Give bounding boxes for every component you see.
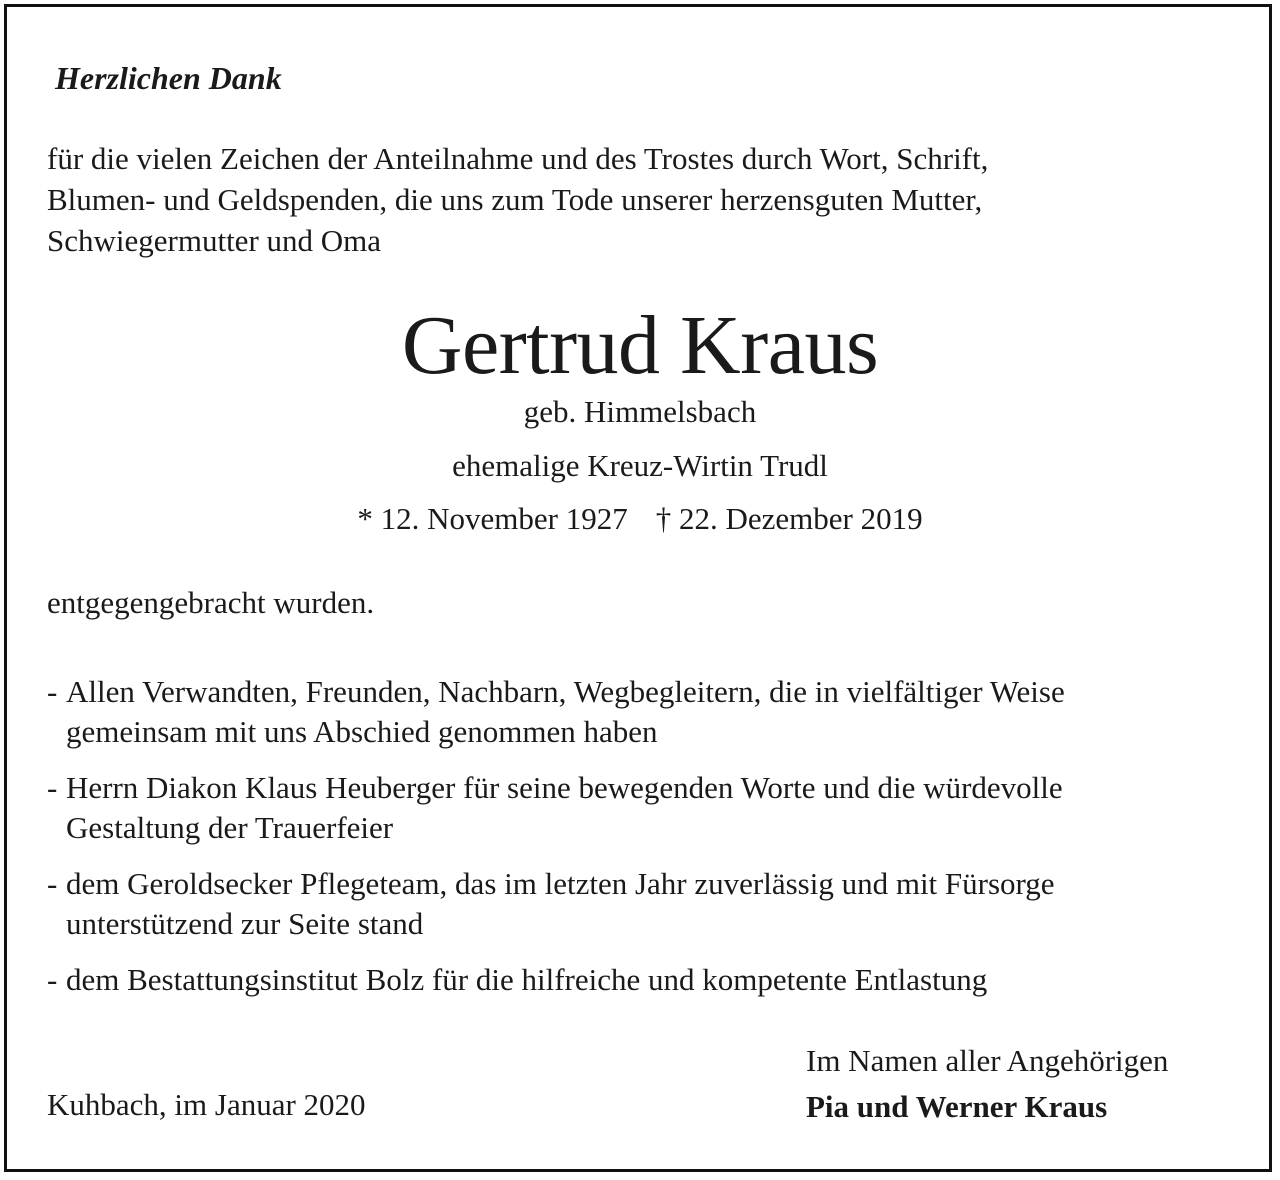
thanks-item [47,960,1065,1000]
intro-line: für die vielen Zeichen der Anteilnahme und des Trostes durch Wort, Schrift, [47,141,989,176]
thanks-item [47,864,1065,944]
list-dash: - [47,770,58,805]
closing-text: entgegengebracht wurden. [47,585,375,620]
birth-date: * 12. November 1927 [357,501,628,536]
list-dash: - [47,866,58,901]
intro-text [47,138,988,261]
notice-heading: Herzlichen Dank [55,60,282,96]
thanks-line: Herrn Diakon Klaus Heuberger für seine bewegenden Worte und die würdevolle [66,770,1063,805]
thanks-line: gemeinsam mit uns Abschied genommen haben [66,714,658,749]
intro-line: Blumen- und Geldspenden, die uns zum Tode unserer herzensguten Mutter, [47,182,983,217]
thanks-line: unterstützend zur Seite stand [66,906,424,941]
life-dates [0,499,1280,539]
thanks-line: Gestaltung der Trauerfeier [66,810,394,845]
thanks-list [47,672,1065,1016]
thanks-line: dem Geroldsecker Pflegeteam, das im letzten Jahr zuverlässig und mit Fürsorge [66,866,1055,901]
thanks-line: Allen Verwandten, Freunden, Nachbarn, Wegbegleitern, die in vielfältiger Weise [66,674,1065,709]
on-behalf-text: Im Namen aller Angehörigen [806,1043,1169,1078]
death-date: † 22. Dezember 2019 [655,501,923,536]
list-dash: - [47,962,58,997]
list-dash: - [47,674,58,709]
signature-block [806,1038,1168,1130]
nickname: ehemalige Kreuz-Wirtin Trudl [452,448,828,483]
thanks-item [47,768,1065,848]
intro-line: Schwiegermutter und Oma [47,223,382,258]
signers: Pia und Werner Kraus [806,1089,1108,1124]
birth-name: geb. Himmelsbach [523,394,757,429]
deceased-name: Gertrud Kraus [401,299,879,392]
place-date: Kuhbach, im Januar 2020 [47,1087,366,1122]
thanks-line: dem Bestattungsinstitut Bolz für die hilfreiche und kompetente Entlastung [66,962,988,997]
thanks-item [47,672,1065,752]
